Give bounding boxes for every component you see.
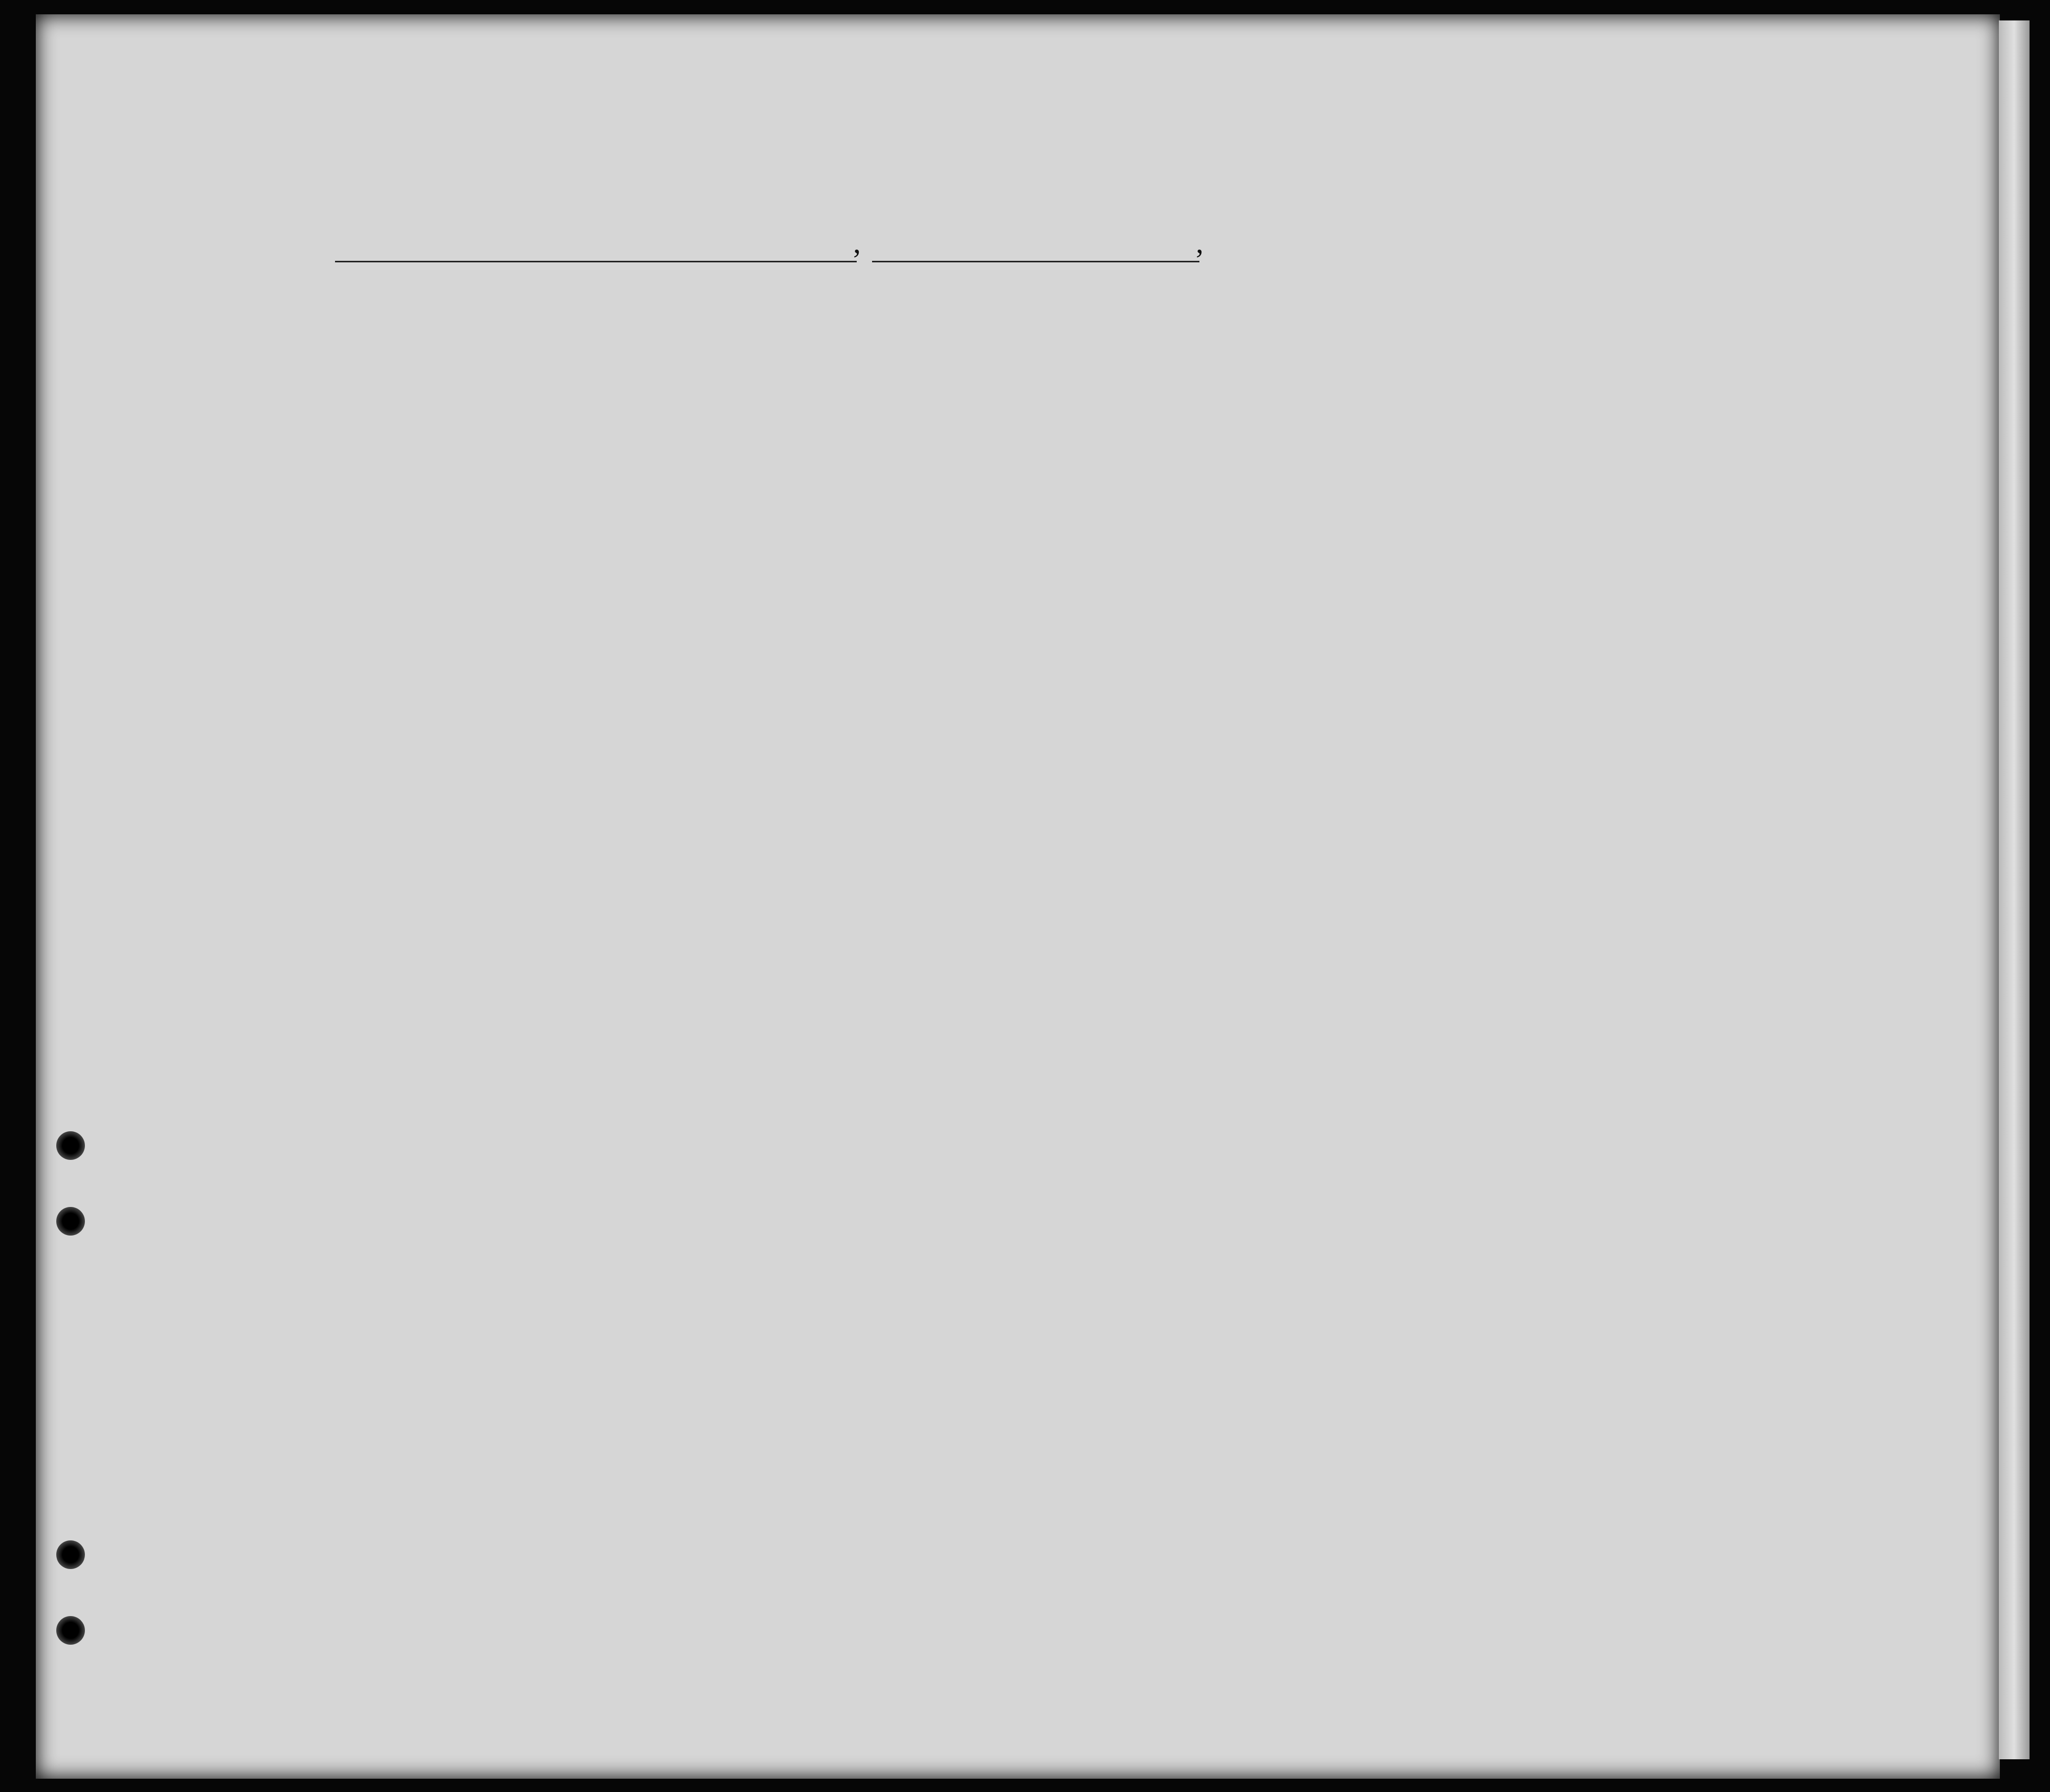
comma: ,	[1196, 226, 1204, 259]
binder-hole	[56, 1131, 85, 1160]
comma: ,	[853, 226, 861, 259]
binder-hole	[56, 1540, 85, 1569]
header-complexion	[1697, 317, 1728, 409]
binder-hole	[56, 1207, 85, 1236]
binder-hole	[56, 1616, 85, 1645]
